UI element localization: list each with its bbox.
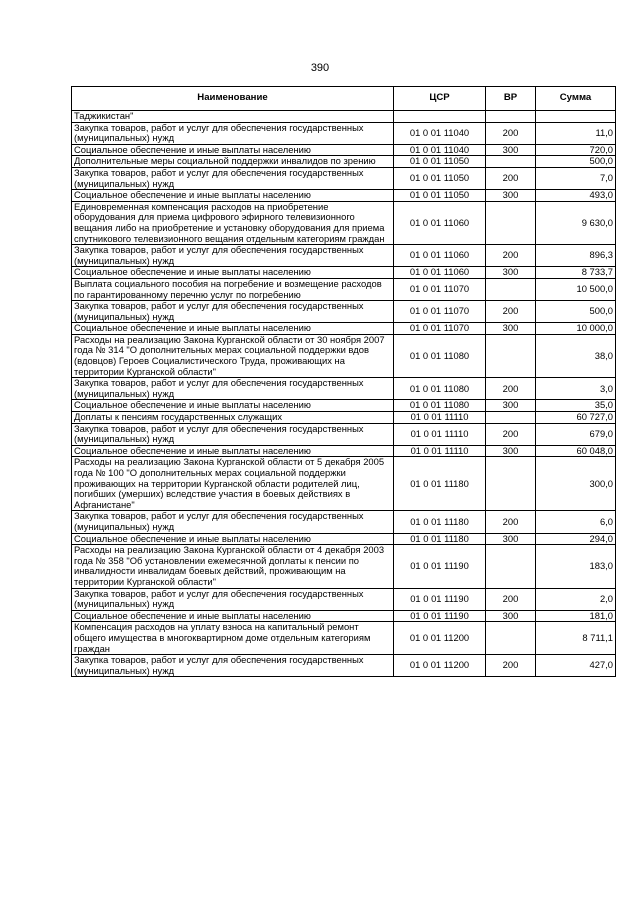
cell-vr: 300 (486, 190, 536, 202)
cell-vr: 200 (486, 245, 536, 267)
table-row (72, 301, 616, 323)
table-row (72, 122, 616, 144)
cell-vr (486, 111, 536, 123)
cell-sum: 294,0 (536, 533, 616, 545)
cell-sum: 7,0 (536, 167, 616, 189)
cell-csr: 01 0 01 11040 (394, 144, 486, 156)
cell-csr: 01 0 01 11190 (394, 588, 486, 610)
cell-csr: 01 0 01 11040 (394, 122, 486, 144)
cell-name: Закупка товаров, работ и услуг для обеспечения государственных (муниципальных) нужд (72, 301, 394, 323)
table-header-row (72, 87, 616, 111)
cell-vr (486, 278, 536, 300)
header-sum: Сумма (536, 87, 616, 111)
cell-sum: 427,0 (536, 655, 616, 677)
cell-csr: 01 0 01 11200 (394, 655, 486, 677)
cell-sum: 493,0 (536, 190, 616, 202)
cell-name: Закупка товаров, работ и услуг для обеспечения государственных (муниципальных) нужд (72, 378, 394, 400)
cell-vr: 300 (486, 533, 536, 545)
cell-vr (486, 622, 536, 655)
cell-name: Закупка товаров, работ и услуг для обеспечения государственных (муниципальных) нужд (72, 423, 394, 445)
cell-vr: 200 (486, 511, 536, 533)
cell-name: Социальное обеспечение и иные выплаты населению (72, 144, 394, 156)
cell-name: Закупка товаров, работ и услуг для обеспечения государственных (муниципальных) нужд (72, 655, 394, 677)
cell-sum: 6,0 (536, 511, 616, 533)
cell-csr: 01 0 01 11180 (394, 457, 486, 511)
cell-vr: 200 (486, 655, 536, 677)
cell-csr: 01 0 01 11180 (394, 511, 486, 533)
table-row (72, 533, 616, 545)
cell-vr: 200 (486, 588, 536, 610)
cell-csr: 01 0 01 11180 (394, 533, 486, 545)
cell-vr (486, 201, 536, 244)
cell-sum: 2,0 (536, 588, 616, 610)
cell-vr: 200 (486, 167, 536, 189)
cell-sum: 500,0 (536, 156, 616, 168)
cell-vr (486, 334, 536, 377)
cell-sum (536, 111, 616, 123)
cell-vr (486, 156, 536, 168)
cell-csr: 01 0 01 11050 (394, 190, 486, 202)
cell-vr: 300 (486, 400, 536, 412)
cell-name: Социальное обеспечение и иные выплаты населению (72, 445, 394, 457)
cell-csr: 01 0 01 11060 (394, 201, 486, 244)
cell-csr: 01 0 01 11060 (394, 267, 486, 279)
table-row (72, 323, 616, 335)
cell-vr: 200 (486, 301, 536, 323)
cell-sum: 35,0 (536, 400, 616, 412)
budget-table (71, 86, 616, 677)
cell-sum: 10 500,0 (536, 278, 616, 300)
cell-name: Выплата социального пособия на погребение и возмещение расходов по гарантированному перечню услуг по погребению (72, 278, 394, 300)
table-body (72, 111, 616, 677)
cell-sum: 8 733,7 (536, 267, 616, 279)
table-row (72, 588, 616, 610)
cell-csr: 01 0 01 11050 (394, 167, 486, 189)
cell-sum: 181,0 (536, 610, 616, 622)
table-row (72, 156, 616, 168)
table-row (72, 267, 616, 279)
cell-csr: 01 0 01 11080 (394, 334, 486, 377)
cell-name: Социальное обеспечение и иные выплаты населению (72, 190, 394, 202)
table-row (72, 511, 616, 533)
table-row (72, 190, 616, 202)
cell-sum: 679,0 (536, 423, 616, 445)
cell-csr: 01 0 01 11070 (394, 278, 486, 300)
header-name: Наименование (72, 87, 394, 111)
cell-sum: 60 727,0 (536, 412, 616, 424)
cell-vr: 300 (486, 323, 536, 335)
cell-csr: 01 0 01 11110 (394, 445, 486, 457)
cell-csr: 01 0 01 11050 (394, 156, 486, 168)
page-number: 390 (310, 62, 330, 74)
table-row (72, 167, 616, 189)
cell-vr: 300 (486, 445, 536, 457)
cell-sum: 8 711,1 (536, 622, 616, 655)
cell-name: Социальное обеспечение и иные выплаты населению (72, 267, 394, 279)
cell-sum: 9 630,0 (536, 201, 616, 244)
table-row (72, 445, 616, 457)
table-row (72, 610, 616, 622)
table-row (72, 378, 616, 400)
table-row (72, 111, 616, 123)
cell-sum: 300,0 (536, 457, 616, 511)
cell-csr: 01 0 01 11110 (394, 412, 486, 424)
cell-vr: 200 (486, 423, 536, 445)
table-row (72, 400, 616, 412)
cell-csr: 01 0 01 11070 (394, 301, 486, 323)
cell-csr: 01 0 01 11200 (394, 622, 486, 655)
cell-vr: 300 (486, 610, 536, 622)
cell-sum: 3,0 (536, 378, 616, 400)
cell-vr: 300 (486, 267, 536, 279)
cell-csr (394, 111, 486, 123)
table-row (72, 201, 616, 244)
table-row (72, 457, 616, 511)
table-row (72, 423, 616, 445)
cell-vr: 200 (486, 378, 536, 400)
cell-name: Закупка товаров, работ и услуг для обеспечения государственных (муниципальных) нужд (72, 511, 394, 533)
cell-csr: 01 0 01 11190 (394, 545, 486, 588)
cell-name: Закупка товаров, работ и услуг для обеспечения государственных (муниципальных) нужд (72, 122, 394, 144)
header-csr: ЦСР (394, 87, 486, 111)
table-row (72, 412, 616, 424)
cell-name: Закупка товаров, работ и услуг для обеспечения государственных (муниципальных) нужд (72, 588, 394, 610)
cell-name: Закупка товаров, работ и услуг для обеспечения государственных (муниципальных) нужд (72, 245, 394, 267)
cell-sum: 720,0 (536, 144, 616, 156)
cell-csr: 01 0 01 11080 (394, 400, 486, 412)
cell-sum: 11,0 (536, 122, 616, 144)
cell-name: Расходы на реализацию Закона Курганской области от 30 ноября 2007 года № 314 "О дополнительных мерах социальной поддержки вдов (вдовцов) Героев Социалистического Труда, проживающих на территории Курганской области" (72, 334, 394, 377)
cell-vr (486, 457, 536, 511)
cell-name: Расходы на реализацию Закона Курганской области от 5 декабря 2005 года № 100 "О дополнительных мерах социальной поддержки проживающих на территории Курганской области родителей лиц, погибших (умерших) вследствие участия в боевых действиях в Афганистане" (72, 457, 394, 511)
cell-csr: 01 0 01 11080 (394, 378, 486, 400)
cell-vr: 200 (486, 122, 536, 144)
cell-name: Дополнительные меры социальной поддержки инвалидов по зрению (72, 156, 394, 168)
cell-vr: 300 (486, 144, 536, 156)
cell-sum: 500,0 (536, 301, 616, 323)
cell-csr: 01 0 01 11190 (394, 610, 486, 622)
cell-vr (486, 412, 536, 424)
cell-name: Социальное обеспечение и иные выплаты населению (72, 400, 394, 412)
cell-name: Социальное обеспечение и иные выплаты населению (72, 610, 394, 622)
cell-name: Социальное обеспечение и иные выплаты населению (72, 533, 394, 545)
cell-name: Таджикистан" (72, 111, 394, 123)
cell-name: Расходы на реализацию Закона Курганской области от 4 декабря 2003 года № 358 "Об установлении ежемесячной доплаты к пенсии по инвалидности инвалидам боевых действий, проживающим на территории Курганской области" (72, 545, 394, 588)
cell-csr: 01 0 01 11060 (394, 245, 486, 267)
cell-name: Компенсация расходов на уплату взноса на капитальный ремонт общего имущества в многоквартирном доме отдельным категориям граждан (72, 622, 394, 655)
cell-csr: 01 0 01 11110 (394, 423, 486, 445)
cell-sum: 60 048,0 (536, 445, 616, 457)
cell-name: Единовременная компенсация расходов на приобретение оборудования для приема цифрового эфирного телевизионного вещания либо на приобретение и установку оборудования для приема спутникового телевизионного вещания отдельным категориям граждан (72, 201, 394, 244)
cell-name: Доплаты к пенсиям государственных служащих (72, 412, 394, 424)
header-vr: ВР (486, 87, 536, 111)
table-row (72, 144, 616, 156)
table-row (72, 334, 616, 377)
table-row (72, 622, 616, 655)
cell-sum: 10 000,0 (536, 323, 616, 335)
cell-vr (486, 545, 536, 588)
table-row (72, 655, 616, 677)
cell-sum: 183,0 (536, 545, 616, 588)
cell-name: Закупка товаров, работ и услуг для обеспечения государственных (муниципальных) нужд (72, 167, 394, 189)
table-row (72, 545, 616, 588)
table-row (72, 278, 616, 300)
cell-csr: 01 0 01 11070 (394, 323, 486, 335)
cell-name: Социальное обеспечение и иные выплаты населению (72, 323, 394, 335)
cell-sum: 896,3 (536, 245, 616, 267)
table-row (72, 245, 616, 267)
cell-sum: 38,0 (536, 334, 616, 377)
